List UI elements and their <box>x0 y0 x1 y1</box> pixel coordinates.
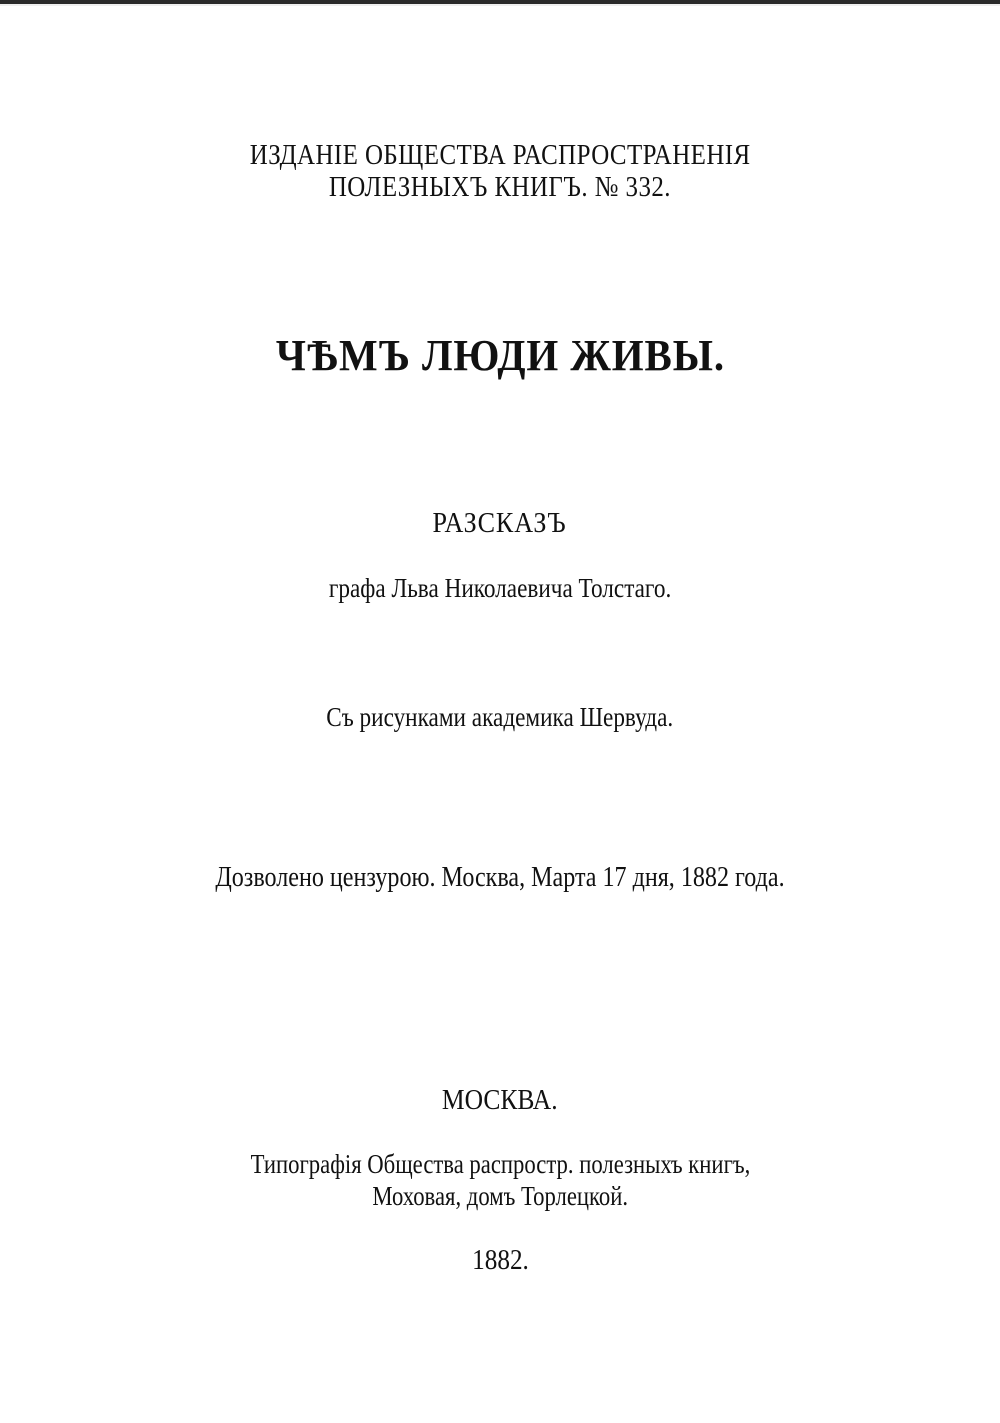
book-title-text: ЧѢМЪ ЛЮДИ ЖИВЫ. <box>275 331 725 380</box>
year-line <box>0 1247 1000 1275</box>
printer-line-1 <box>0 1151 1000 1178</box>
year-text: 1882. <box>471 1245 529 1276</box>
publisher-line-2 <box>0 173 1000 202</box>
publisher-line-1-text: ИЗДАНІЕ ОБЩЕСТВА РАСПРОСТРАНЕНІЯ <box>249 139 751 171</box>
city-text: МОСКВА. <box>442 1084 558 1116</box>
genre-label <box>0 509 1000 538</box>
genre-text: РАЗСКАЗЪ <box>432 507 568 539</box>
censorship-line <box>0 864 1000 892</box>
publisher-line-2-text: ПОЛЕЗНЫХЪ КНИГЪ. № 332. <box>328 171 672 203</box>
printer-line-2-text: Моховая, домъ Торлецкой. <box>372 1181 628 1211</box>
printer-line-1-text: Типографія Общества распростр. полезныхъ книгъ, <box>250 1149 750 1179</box>
author-line <box>0 575 1000 602</box>
illustrations-text: Съ рисунками академика Шервуда. <box>326 702 674 732</box>
author-text: графа Льва Николаевича Толстаго. <box>328 573 672 603</box>
publisher-line-1 <box>0 141 1000 170</box>
book-title <box>0 331 1000 380</box>
censorship-text: Дозволено цензурою. Москва, Марта 17 дня, 1882 года. <box>215 862 785 893</box>
printer-line-2 <box>0 1183 1000 1210</box>
illustrations-line <box>0 704 1000 731</box>
city-line <box>0 1086 1000 1115</box>
